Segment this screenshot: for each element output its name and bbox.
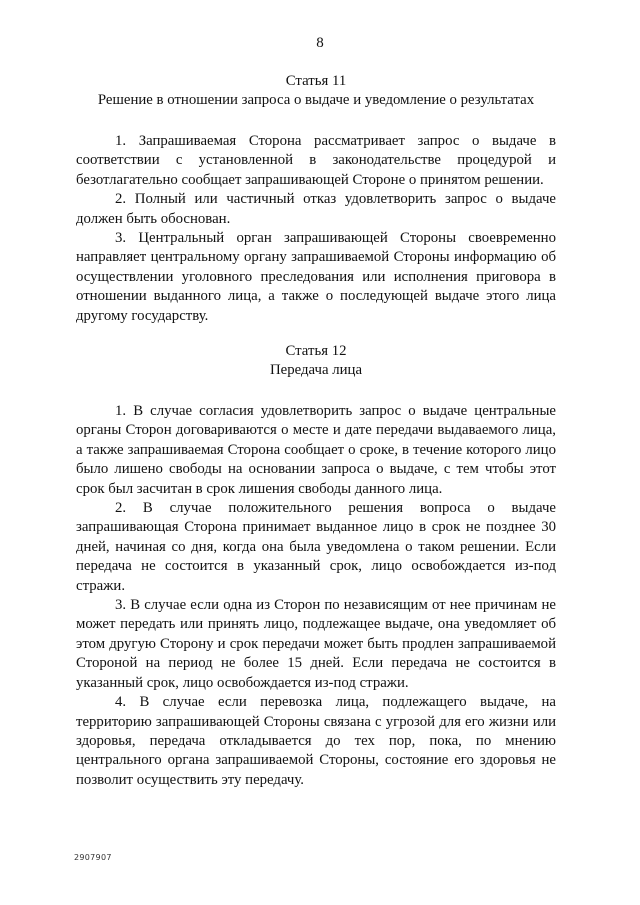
article-title: Передача лица	[269, 362, 363, 378]
document-code: 2907907	[74, 853, 112, 862]
paragraph: 3. Центральный орган запрашивающей Стороны своевременно направляет центральному органу запрашиваемой Стороны информацию об осуществлении уголовного преследования или исполнения приговора в отношении выданного лица, а также о последующей выдаче этого лица другому государству.	[76, 230, 556, 324]
paragraph: 1. Запрашиваемая Сторона рассматривает запрос о выдаче в соответствии с установленной в законодательстве процедурой и безотлагательно сообщает запрашивающей Стороне о принятом решении.	[76, 133, 556, 188]
paragraph: 3. В случае если одна из Сторон по независящим от нее причинам не может передать или принять лицо, подлежащее выдаче, она уведомляет об этом другую Сторону и срок передачи может быть продлен запрашиваемой Стороной на период не более 15 дней. Если передача не состоится в указанный срок, лицо освобождается из-под стражи.	[76, 597, 556, 691]
article-heading: Статья 11	[285, 73, 347, 89]
paragraph: 1. В случае согласия удовлетворить запрос о выдаче центральные органы Сторон договариваются о месте и дате передачи выдаваемого лица, а также запрашиваемая Сторона сообщает о сроке, в течение которого лицо было лишено свободы на основании запроса о выдаче, с тем чтобы этот срок был засчитан в срок лишения свободы данного лица.	[76, 403, 556, 497]
article-heading: Статья 12	[285, 343, 347, 359]
article-body	[76, 132, 556, 326]
paragraph: 4. В случае если перевозка лица, подлежащего выдаче, на территорию запрашивающей Стороны связана с угрозой для его жизни или здоровья, передача откладывается до тех пор, пока, по мнению центрального органа запрашиваемой Стороны, состояние его здоровья не позволит осуществить эту передачу.	[76, 694, 556, 788]
article-12	[76, 342, 556, 790]
paragraph: 2. Полный или частичный отказ удовлетворить запрос о выдаче должен быть обоснован.	[76, 191, 556, 227]
article-body	[76, 402, 556, 790]
paragraph: 2. В случае положительного решения вопроса о выдаче запрашивающая Сторона принимает выданное лицо в срок не позднее 30 дней, начиная со дня, когда она была уведомлена о таком решении. Если передача не состоится в указанный срок, лицо освобождается из-под стражи.	[76, 500, 556, 594]
page-number: 8	[316, 35, 324, 51]
article-title: Решение в отношении запроса о выдаче и уведомление о результатах	[97, 92, 535, 108]
article-11	[76, 72, 556, 326]
